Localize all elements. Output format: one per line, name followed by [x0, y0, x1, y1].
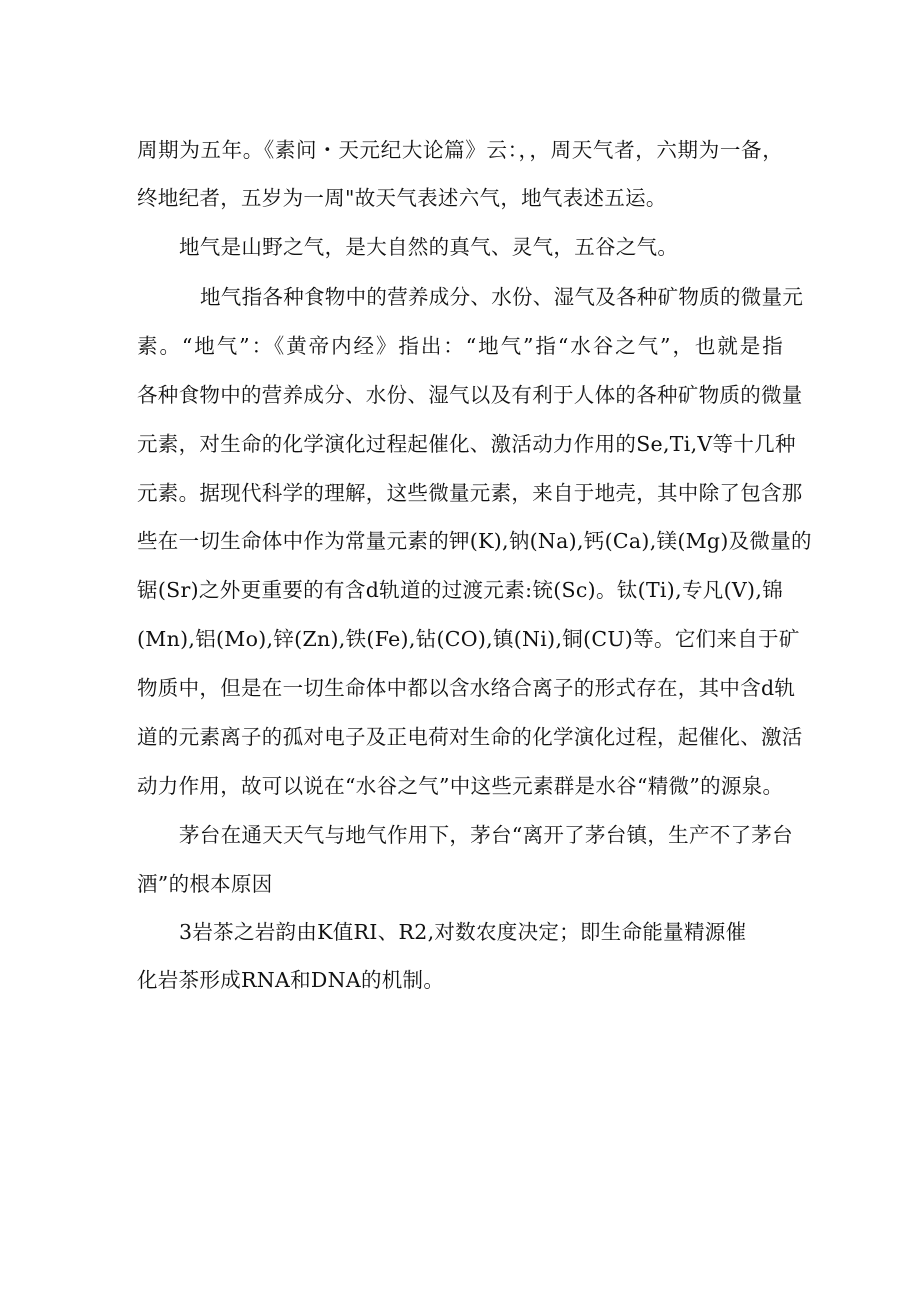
paragraph-line-6: 各种食物中的营养成分、水份、湿气以及有利于人体的各种矿物质的微量 [137, 383, 803, 407]
paragraph-line-1: 周期为五年。《素问・天元纪大论篇》云：，，周天气者，六期为一备， [137, 138, 783, 162]
paragraph-line-18: 化岩茶形成RNA和DNA的机制。 [137, 968, 445, 992]
paragraph-line-8: 元素。据现代科学的理解，这些微量元素，来自于地壳，其中除了包含那 [137, 481, 803, 505]
paragraph-line-5: 素。“地气”：《黄帝内经》指出：“地气”指“水谷之气”，也就是指 [137, 334, 783, 358]
paragraph-line-15: 茅台在通天天气与地气作用下，茅台“离开了茅台镇，生产不了茅台 [179, 823, 793, 847]
paragraph-line-10: 锯(Sr)之外更重要的有含d轨道的过渡元素:铳(Sc)。钛(Ti),专凡(V),锦 [137, 578, 783, 602]
paragraph-line-2: 终地纪者，五岁为一周"故天气表述六气，地气表述五运。 [137, 186, 667, 210]
paragraph-line-17: 3岩茶之岩韵由K值RI、R2,对数农度决定；即生命能量精源催 [179, 920, 747, 944]
paragraph-line-13: 道的元素离子的孤对电子及正电荷对生命的化学演化过程，起催化、激活 [137, 725, 803, 749]
paragraph-line-11: (Mn),铝(Mo),锌(Zn),铁(Fe),钻(CO),镇(Ni),铜(CU)等。它们来自于矿 [137, 627, 800, 651]
paragraph-line-16: 酒”的根本原因 [137, 872, 273, 896]
paragraph-line-9: 些在一切生命体中作为常量元素的钾(K),钠(Na),钙(Ca),镁(Mg)及微量的 [137, 529, 812, 553]
paragraph-line-14: 动力作用，故可以说在“水谷之气”中这些元素群是水谷“精微”的源泉。 [137, 774, 784, 798]
paragraph-line-3: 地气是山野之气，是大自然的真气、灵气，五谷之气。 [179, 235, 679, 259]
paragraph-line-12: 物质中，但是在一切生命体中都以含水络合离子的形式存在，其中含d轨 [137, 676, 796, 700]
paragraph-line-7: 元素，对生命的化学演化过程起催化、激活动力作用的Se,Ti,V等十几种 [137, 432, 796, 456]
paragraph-line-4: 地气指各种食物中的营养成分、水份、湿气及各种矿物质的微量元 [200, 285, 804, 309]
